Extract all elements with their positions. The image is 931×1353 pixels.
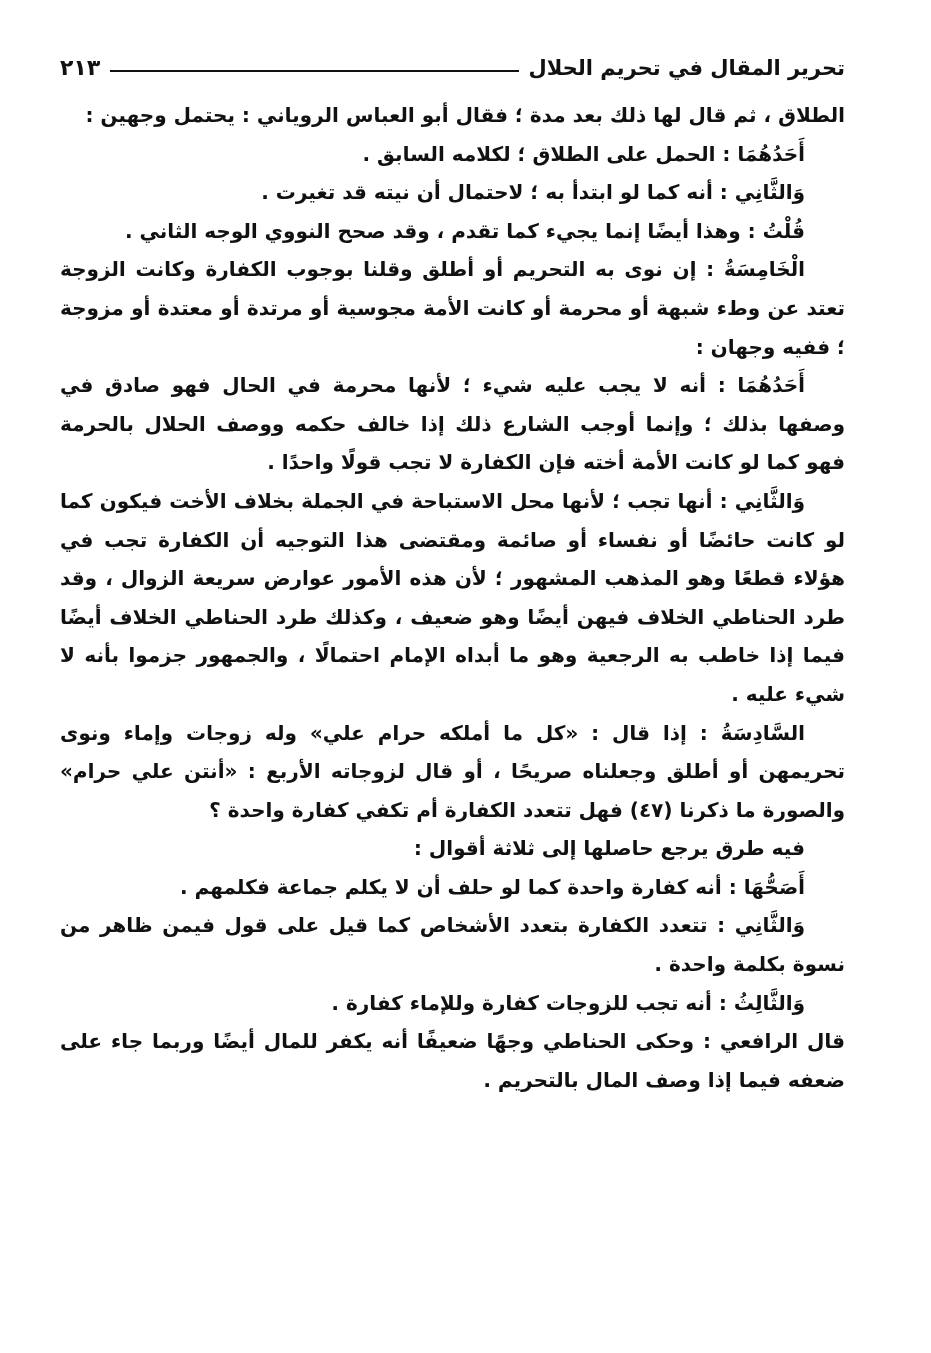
paragraph	[60, 250, 845, 366]
paragraph-text: : أنه كفارة واحدة كما لو حلف أن لا يكلم جماعة فكلمهم .	[180, 874, 744, 899]
paragraph-label: أَصَحُّهَا	[743, 874, 805, 899]
paragraph-label: أَحَدُهُمَا	[737, 373, 805, 398]
paragraph	[60, 135, 845, 174]
paragraph-text: : أنه كما لو ابتدأ به ؛ لاحتمال أن نيته قد تغيرت .	[261, 180, 735, 205]
paragraph-text: : وهذا أيضًا إنما يجيء كما تقدم ، وقد صحح النووي الوجه الثاني .	[124, 218, 763, 243]
paragraph-text: : أنه لا يجب عليه شيء ؛ لأنها محرمة في الحال فهو صادق في وصفها بذلك ؛ وإنما أوجب الشارع ذلك إذا خالف حكمه ووصف الحلال بالحرمة فهو كما لو كانت الأمة أخته فإن الكفارة لا تجب قولًا واحدًا .	[60, 373, 845, 475]
paragraph-label: قُلْتُ	[762, 218, 805, 243]
paragraph-text: : أنها تجب ؛ لأنها محل الاستباحة في الجملة بخلاف الأخت فيكون كما لو كانت حائضًا أو نفساء أو صائمة ومقتضى هذا التوجيه أن الكفارة تجب في هؤلاء قطعًا وهو المذهب المشهور ؛ لأن هذه الأمور عوارض سريعة الزوال ، وقد طرد الحناطي الخلاف فيهن أيضًا وهو ضعيف ، وكذلك طرد الحناطي الخلاف أيضًا فيما إذا خاطب به الرجعية وهو ما أبداه الإمام احتمالًا ، والجمهور جزموا بأنه لا شيء عليه .	[60, 488, 845, 706]
paragraph	[60, 212, 845, 251]
page-number: ٢١٣	[60, 55, 101, 81]
paragraph-label: الْخَامِسَةُ	[723, 257, 805, 282]
book-page	[60, 48, 845, 1099]
paragraph-text: فيه طرق يرجع حاصلها إلى ثلاثة أقوال :	[413, 836, 805, 861]
paragraph	[60, 906, 845, 983]
paragraph-label: وَالثَّالِثُ	[733, 990, 805, 1015]
paragraph	[60, 829, 845, 868]
paragraph-label: السَّادِسَةُ	[720, 720, 805, 745]
paragraph-text: الطلاق ، ثم قال لها ذلك بعد مدة ؛ فقال أبو العباس الروياني : يحتمل وجهين :	[85, 103, 845, 127]
paragraph-label: أَحَدُهُمَا	[737, 141, 805, 166]
paragraph	[60, 714, 845, 830]
paragraph-text: : الحمل على الطلاق ؛ لكلامه السابق .	[362, 141, 738, 166]
paragraph-text: : إن نوى به التحريم أو أطلق وقلنا بوجوب الكفارة وكانت الزوجة تعتد عن وطء شبهة أو محرمة أو كانت الأمة مجوسية أو مرتدة أو معتدة أو مزوجة ؛ ففيه وجهان :	[60, 257, 845, 359]
paragraph	[60, 1022, 845, 1099]
running-title: تحرير المقال في تحريم الحلال	[528, 56, 845, 80]
paragraph	[60, 482, 845, 714]
paragraph-label: وَالثَّانِي	[734, 488, 805, 513]
body-text	[60, 96, 845, 1099]
paragraph-text: قال الرافعي : وحكى الحناطي وجهًا ضعيفًا أنه يكفر للمال أيضًا وربما جاء على ضعفه فيما إذا وصف المال بالتحريم .	[60, 1029, 845, 1092]
header-rule	[110, 70, 518, 72]
paragraph-label: وَالثَّانِي	[734, 913, 805, 938]
paragraph	[60, 96, 845, 135]
paragraph-label: وَالثَّانِي	[734, 180, 805, 205]
paragraph	[60, 868, 845, 907]
paragraph	[60, 173, 845, 212]
paragraph-text: : إذا قال : «كل ما أملكه حرام علي» وله زوجات وإماء ونوى تحريمهن أو أطلق وجعلناه صريحًا ، أو قال لزوجاته الأربع : «أنتن علي حرام» والصورة ما ذكرنا (٤٧) فهل تتعدد الكفارة أم تكفي كفارة واحدة ؟	[60, 720, 845, 822]
running-header	[60, 48, 845, 88]
paragraph	[60, 366, 845, 482]
paragraph-text: : تتعدد الكفارة بتعدد الأشخاص كما قيل على قول فيمن ظاهر من نسوة بكلمة واحدة .	[60, 913, 845, 977]
paragraph	[60, 984, 845, 1023]
paragraph-text: : أنه تجب للزوجات كفارة وللإماء كفارة .	[331, 990, 734, 1015]
